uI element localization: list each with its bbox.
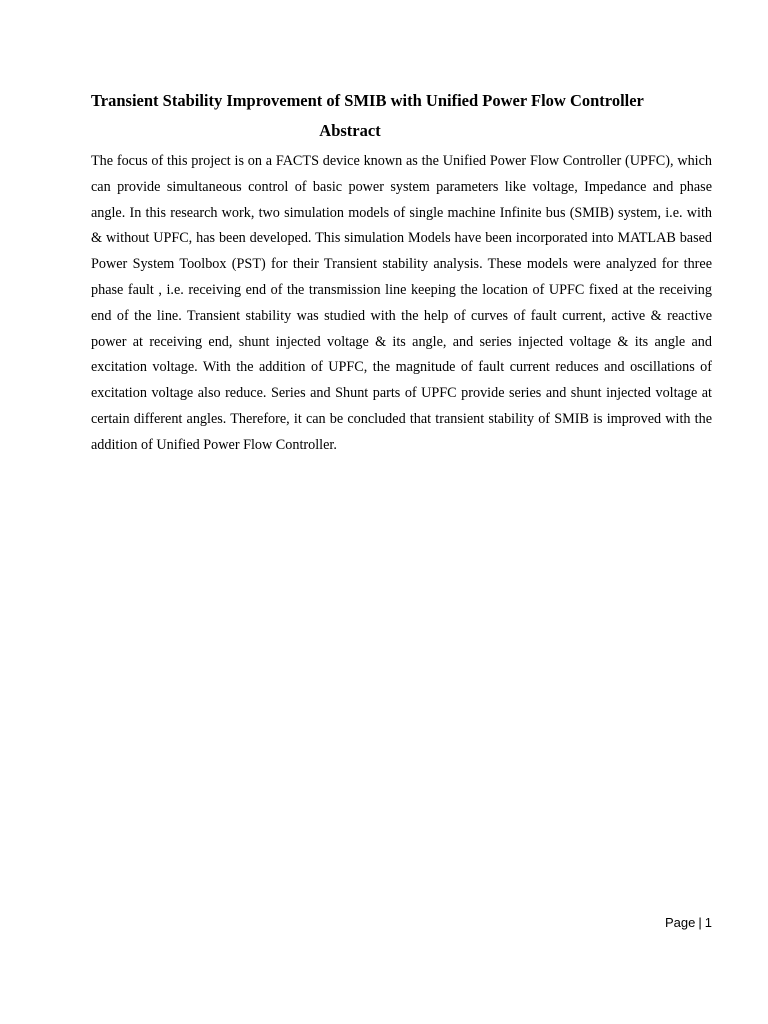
abstract-heading: Abstract	[319, 121, 381, 140]
page-number: 1	[704, 915, 712, 930]
page-footer	[665, 913, 712, 933]
paper-title: Transient Stability Improvement of SMIB with Unified Power Flow Controller	[91, 91, 644, 110]
page-label: Page	[665, 915, 696, 930]
page-separator: |	[698, 915, 702, 930]
abstract-paragraph: The focus of this project is on a FACTS device known as the Unified Power Flow Controller (UPFC), which can provide simultaneous control of basic power system parameters like voltage, Impedance and phase angle. In this research work, two simulation models of single machine Infinite bus (SMIB) system, i.e. with & without UPFC, has been developed. This simulation Models have been incorporated into MATLAB based Power System Toolbox (PST) for their Transient stability analysis. These models were analyzed for three phase fault , i.e. receiving end of the transmission line keeping the location of UPFC fixed at the receiving end of the line. Transient stability was studied with the help of curves of fault current, active & reactive power at receiving end, shunt injected voltage & its angle, and series injected voltage & its angle and excitation voltage. With the addition of UPFC, the magnitude of fault current reduces and oscillations of excitation voltage also reduce. Series and Shunt parts of UPFC provide series and shunt injected voltage at certain different angles. Therefore, it can be concluded that transient stability of SMIB is improved with the addition of Unified Power Flow Controller.	[91, 153, 712, 453]
